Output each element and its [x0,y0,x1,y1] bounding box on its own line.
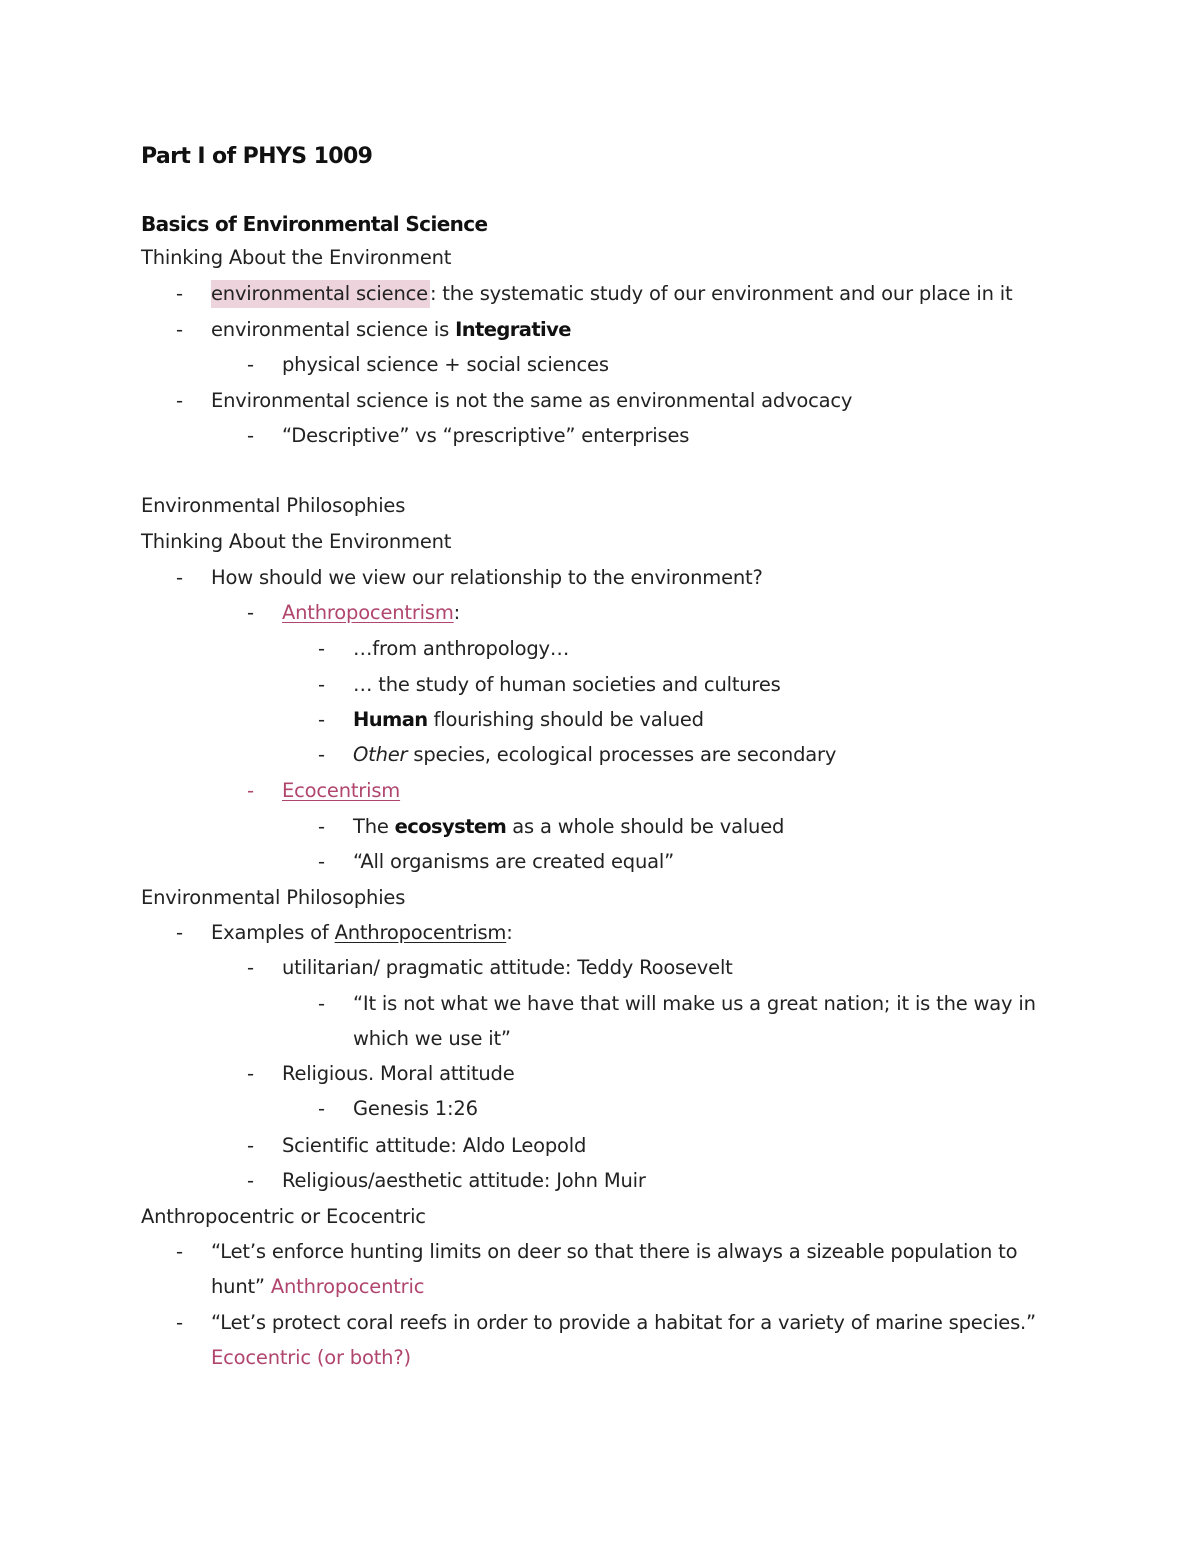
emphasis-other: Other [353,743,408,766]
list-item: … the study of human societies and cultures [353,673,781,696]
list-item-text: species, ecological processes are secondary [407,743,837,766]
subheading-env-philosophies-2: Environmental Philosophies [141,886,406,909]
list-item: Scientific attitude: Aldo Leopold [282,1134,587,1157]
bullet-dash: - [247,353,255,376]
anthropocentrism-link-2[interactable]: Anthropocentrism [334,921,507,944]
bullet-dash: - [318,850,326,873]
bullet-dash: - [176,318,184,341]
list-item [211,1275,424,1299]
emphasis-ecosystem: ecosystem [394,815,507,838]
list-item [211,282,1012,306]
bullet-dash: - [318,992,326,1015]
list-item [282,601,460,625]
list-item [211,318,571,342]
bullet-dash: - [247,424,255,447]
highlighted-term: environmental science [211,280,430,308]
list-item [282,779,400,803]
list-item: Religious. Moral attitude [282,1062,515,1085]
answer-ecocentric: Ecocentric (or both?) [211,1346,411,1369]
bullet-dash: - [176,282,184,305]
colon: : [453,601,461,624]
bullet-dash: - [247,601,255,624]
list-item: physical science + social sciences [282,353,609,376]
emphasis-integrative: Integrative [455,318,571,341]
list-item-text: Examples of [211,921,335,944]
emphasis-human: Human [353,708,428,731]
list-item: …from anthropology… [353,637,570,660]
list-item-text: environmental science is [211,318,456,341]
bullet-dash: - [247,779,255,802]
list-item: “Descriptive” vs “prescriptive” enterprises [282,424,690,447]
quote-line-2: which we use it” [353,1027,511,1050]
bullet-dash: - [247,1062,255,1085]
bullet-dash: - [318,708,326,731]
list-item: Religious/aesthetic attitude: John Muir [282,1169,646,1192]
list-item: utilitarian/ pragmatic attitude: Teddy Roosevelt [282,956,733,979]
bullet-dash: - [247,1134,255,1157]
quote-line-1: “Let’s enforce hunting limits on deer so that there is always a sizeable population to [211,1240,1018,1263]
list-item [353,708,704,732]
definition-text: : the systematic study of our environment and our place in it [429,282,1013,305]
subheading-thinking-2: Thinking About the Environment [141,530,452,553]
list-item [353,815,784,839]
section-heading: Basics of Environmental Science [141,212,488,236]
list-item: “All organisms are created equal” [353,850,674,873]
quote-line-1: “It is not what we have that will make us a great nation; it is the way in [353,992,1036,1015]
ecocentrism-link[interactable]: Ecocentrism [282,779,401,802]
page-title: Part I of PHYS 1009 [141,144,373,169]
bullet-dash: - [176,389,184,412]
bullet-dash: - [318,743,326,766]
bullet-dash: - [247,1169,255,1192]
bullet-dash: - [247,956,255,979]
colon: : [506,921,513,944]
bullet-dash: - [318,673,326,696]
bullet-dash: - [318,1097,326,1120]
list-item-text: as a whole should be valued [506,815,785,838]
anthropocentrism-link[interactable]: Anthropocentrism [282,601,454,624]
subheading-env-philosophies-1: Environmental Philosophies [141,494,406,517]
bullet-dash: - [318,637,326,660]
quote-line-2: hunt” [211,1275,271,1298]
bullet-dash: - [318,815,326,838]
list-item-text: flourishing should be valued [427,708,704,731]
bullet-dash: - [176,921,184,944]
list-item [211,921,513,945]
list-item: How should we view our relationship to the environment? [211,566,763,589]
answer-anthropocentric: Anthropocentric [270,1275,425,1298]
bullet-dash: - [176,1240,184,1263]
subheading-thinking-1: Thinking About the Environment [141,246,452,269]
bullet-dash: - [176,1311,184,1334]
quote-line-1: “Let’s protect coral reefs in order to provide a habitat for a variety of marine species.” [211,1311,1036,1334]
list-item: Genesis 1:26 [353,1097,478,1120]
subheading-anthro-or-eco: Anthropocentric or Ecocentric [141,1205,426,1228]
list-item: Environmental science is not the same as environmental advocacy [211,389,853,412]
bullet-dash: - [176,566,184,589]
list-item-text: The [353,815,395,838]
list-item [353,743,836,767]
